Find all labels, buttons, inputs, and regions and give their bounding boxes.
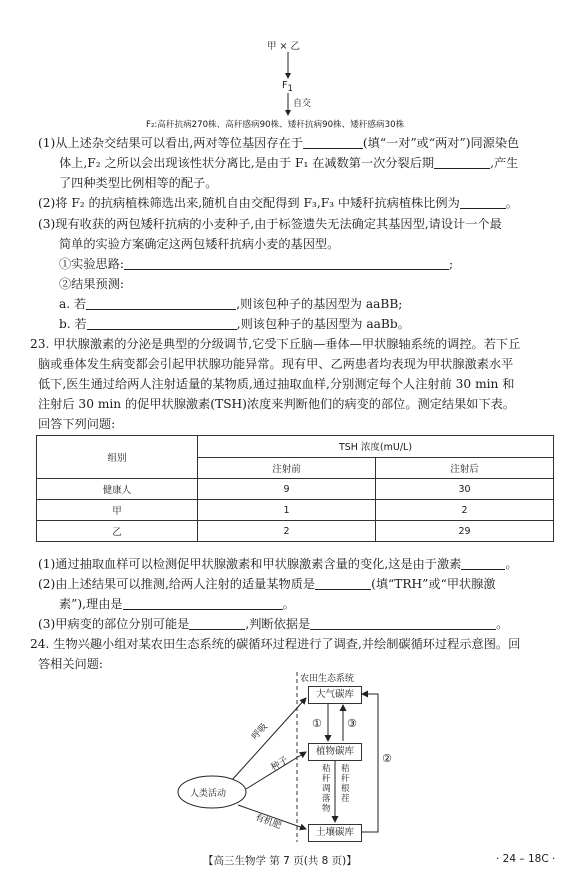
- respiration-label: 呼吸: [250, 721, 270, 742]
- q22-prediction: ②结果预测:: [59, 277, 125, 291]
- q23-stem-line2: 脑或垂体发生病变都会引起甲状腺功能异常。现有甲、乙两患者均表现为甲状腺激素水平: [38, 357, 514, 371]
- q22-part3-line1: (3)现有收获的两包矮秆抗病的小麦种子,由于标签遗失无法确定其基因型,请设计一个最: [38, 217, 502, 231]
- q23-part1: (1)通过抽取血样可以检测促甲状腺激素和甲状腺激素含量的变化,这是由于激素 。: [38, 557, 518, 571]
- system-label: 农田生态系统: [300, 674, 355, 684]
- tsh-table-after-header: 注射后: [376, 457, 554, 479]
- table-cell-before: 1: [198, 500, 376, 521]
- q22-part3-line2: 简单的实验方案确定这两包矮秆抗病小麦的基因型。: [59, 237, 340, 251]
- arrow-soil-to-atmos: [361, 694, 378, 832]
- q22-part2: (2)将 F₂ 的抗病植株筛选出来,随机自由交配得到 F₃,F₃ 中矮秆抗病植株比例为 。: [38, 196, 518, 210]
- straw-root-label: 秸 秆 根 茬: [341, 764, 350, 804]
- q22-experiment-idea: ①实验思路: ;: [59, 257, 454, 271]
- straw-litter-label: 秸 秆 凋 落 物: [322, 764, 331, 814]
- cross-parents: 甲 × 乙: [267, 41, 300, 52]
- q23-stem-line3: 低下,医生通过给两人注射适量的某物质,通过抽取血样,分别测定每个人注射前 30 min 和: [38, 377, 515, 391]
- cross-f2-result: F₂:高秆抗病270株、高秆感病90株、矮秆抗病90株、矮秆感病30株: [146, 120, 405, 130]
- soil-carbon-pool: 土壤碳库: [308, 824, 362, 842]
- q23-part3: (3)甲病变的部位分别可能是 ,判断依据是 。: [38, 617, 509, 631]
- table-cell-after: 29: [376, 521, 554, 542]
- q24-stem-line2: 答相关问题:: [38, 657, 104, 671]
- tsh-table-before-header: 注射前: [198, 457, 376, 479]
- cross-f1: $F_1$: [282, 80, 293, 94]
- q22-part1-line2: 体上,F₂ 之所以会出现该性状分离比,是由于 F₁ 在减数第一次分裂后期 ,产生: [59, 156, 519, 170]
- table-cell-after: 30: [376, 479, 554, 500]
- table-cell-group: 健康人: [37, 479, 198, 500]
- page-code: · 24 – 18C ·: [496, 853, 556, 865]
- table-cell-after: 2: [376, 500, 554, 521]
- tsh-table-group-header: 组别: [37, 436, 198, 479]
- arrow-human-respiration: [232, 698, 306, 780]
- atmosphere-carbon-pool: 大气碳库: [308, 686, 362, 704]
- q22-prediction-a: a. 若 ,则该包种子的基因型为 aaBB;: [59, 297, 403, 311]
- table-cell-group: 甲: [37, 500, 198, 521]
- table-cell-before: 9: [198, 479, 376, 500]
- seed-label: 种子: [269, 755, 291, 774]
- plant-carbon-pool: 植物碳库: [308, 743, 362, 761]
- table-cell-group: 乙: [37, 521, 198, 542]
- q24-stem-line1: 24. 生物兴趣小组对某农田生态系统的碳循环过程进行了调查,并绘制碳循环过程示意图。回: [30, 637, 521, 651]
- marker-3: ③: [347, 717, 357, 730]
- q22-part1-line1: (1)从上述杂交结果可以看出,两对等位基因存在于 (填“一对”或“两对”)同源染色: [38, 136, 520, 150]
- q23-stem-line4: 注射后 30 min 的促甲状腺激素(TSH)浓度来判断他们的病变的部位。测定结果如下表。: [38, 397, 516, 411]
- cross-selfing-label: 自交: [293, 99, 312, 109]
- table-cell-before: 2: [198, 521, 376, 542]
- human-activity-label: 人类活动: [190, 789, 227, 799]
- q23-part2-line1: (2)由上述结果可以推测,给两人注射的适量某物质是 (填“TRH”或“甲状腺激: [38, 577, 496, 591]
- tsh-table-concentration-header: TSH 浓度(mU/L): [198, 436, 554, 458]
- page-footer: 【高三生物学 第 7 页(共 8 页)】: [203, 855, 357, 867]
- marker-2: ②: [382, 752, 392, 765]
- q22-part1-line3: 了四种类型比例相等的配子。: [59, 176, 218, 190]
- marker-1: ①: [312, 717, 322, 730]
- q23-stem-line5: 回答下列问题:: [38, 417, 116, 431]
- q23-part2-line2: 素”),理由是 。: [59, 597, 295, 611]
- manure-label: 有机肥: [253, 812, 283, 832]
- q23-stem-line1: 23. 甲状腺激素的分泌是典型的分级调节,它受下丘脑—垂体—甲状腺轴系统的调控。若下丘: [30, 337, 521, 351]
- q22-prediction-b: b. 若 ,则该包种子的基因型为 aaBb。: [59, 317, 410, 331]
